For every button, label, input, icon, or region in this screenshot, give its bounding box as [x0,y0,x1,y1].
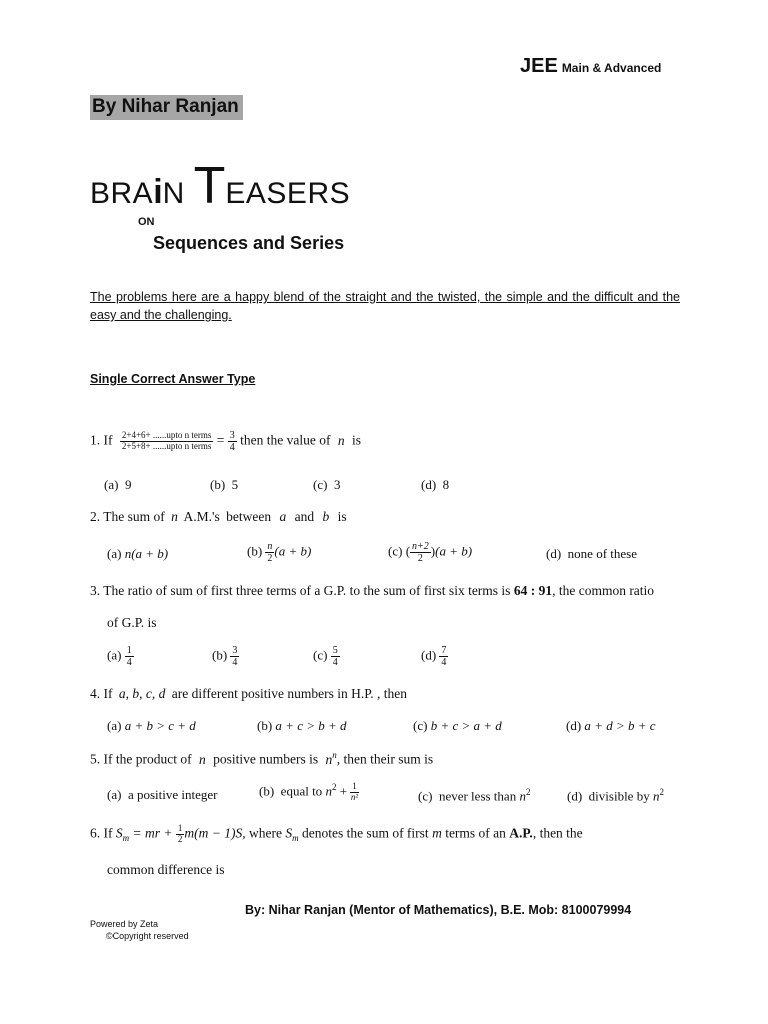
title-part: BRA [90,177,154,210]
footer-author: By: Nihar Ranjan (Mentor of Mathematics), B.E. Mob: 8100079994 [245,903,632,917]
q1-end: is [351,432,361,448]
footer-copyright: ©Copyright reserved [106,931,189,941]
q2-option-a[interactable]: (a) n(a + b) [107,546,169,561]
title-part: T [193,157,226,215]
question-6: 6. If $S_m$ = mr + $\frac{1}{2}$ m(m − 1)S, where $S_m$ denotes the sum of first m terms of an A.P., then the [90,823,583,844]
q4-option-c[interactable]: (c) b + c > a + d [413,718,502,733]
q1-tail: then the value of [240,432,331,448]
q1-num: 2+4+6+ ......upto n terms [121,430,212,441]
subtitle: Sequences and Series [153,233,345,253]
author-tag: By Nihar Ranjan [90,95,243,120]
footer-powered: Powered by Zeta [90,919,159,929]
q1-option-c[interactable]: (c) 3 [313,477,341,492]
header-sub: Main & Advanced [561,61,662,75]
title-part: N [162,177,194,210]
title-part: i [153,173,163,211]
q5-option-d[interactable]: (d) divisible by $n^2$ [567,787,664,804]
intro-text: The problems here are a happy blend of the straight and the twisted, the simple and the difficult and the easy and the challenging. [90,290,680,322]
q1-option-b[interactable]: (b) 5 [210,477,239,492]
q5-option-b[interactable]: (b) equal to $n^2$ + $\frac{1}{\text{n²}}$ [259,781,359,802]
question-5: 5. If the product of n positive numbers is $n^n$, then their sum is [90,750,434,767]
q3-option-d[interactable]: (d) $\frac{7}{4}$ [421,645,447,668]
q5-option-c[interactable]: (c) never less than $n^2$ [418,787,531,804]
q1-ratio [228,430,237,453]
q1-eq: = [216,432,225,448]
q5-option-a[interactable]: (a) a positive integer [107,787,218,802]
question-3-line2: of G.P. is [107,615,157,630]
on-label: ON [138,216,155,228]
question-2: 2. The sum of n A.M.'s between a and b is [90,509,347,524]
question-4: 4. If a, b, c, d are different positive numbers in H.P. , then [90,686,407,701]
q1-rnum: 3 [229,430,235,441]
q1-option-d[interactable]: (d) 8 [421,477,450,492]
q4-option-a[interactable]: (a) a + b > c + d [107,718,196,733]
section-heading: Single Correct Answer Type [90,372,256,386]
question-6-line2: common difference is [107,862,225,877]
q3-option-b[interactable]: (b) $\frac{3}{4}$ [212,645,238,668]
q1-den: 2+5+8+ ......upto n terms [121,441,212,451]
q2-option-d[interactable]: (d) none of these [546,546,637,561]
q1-option-a[interactable]: (a) 9 [104,477,132,492]
question-1 [90,430,361,453]
q2-option-b[interactable]: (b) $\frac{n}{2}$ (a + b) [247,541,312,564]
q4-option-b[interactable]: (b) a + c > b + d [257,718,347,733]
q2-option-c[interactable]: (c) ( $\frac{n+2}{2}$ )(a + b) [388,541,473,564]
q1-rden: 4 [229,442,235,453]
header-jee: JEE [520,55,558,77]
title-part: EASERS [225,177,351,210]
q1-lead: 1. If [90,432,113,448]
page-title [90,157,351,215]
question-3: 3. The ratio of sum of first three terms of a G.P. to the sum of first six terms is 64 : 91, the common ratio [90,583,655,598]
q1-var: n [337,432,345,448]
q3-option-c[interactable]: (c) $\frac{5}{4}$ [313,645,338,668]
q4-option-d[interactable]: (d) a + d > b + c [566,718,656,733]
q1-fraction [120,431,213,452]
exam-header [520,55,661,78]
q3-option-a[interactable]: (a) $\frac{1}{4}$ [107,645,132,668]
